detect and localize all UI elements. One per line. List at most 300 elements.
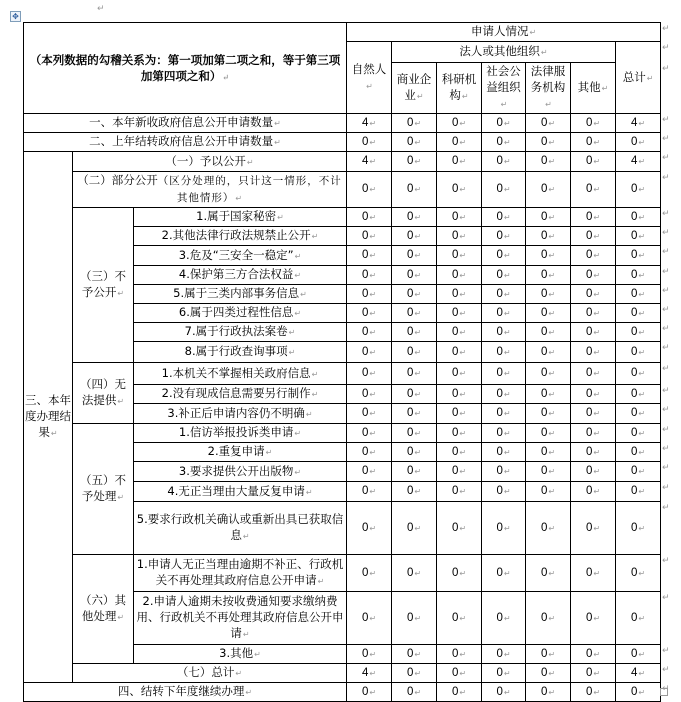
paragraph-mark-icon: ↵ bbox=[548, 568, 556, 578]
paragraph-mark-icon: ↵ bbox=[593, 231, 601, 241]
value-cell[interactable]: 0↵ bbox=[347, 227, 392, 246]
row-label: 3.补正后申请内容仍不明确↵ bbox=[134, 404, 347, 424]
paragraph-mark-icon: ↵ bbox=[545, 100, 552, 109]
value-cell[interactable]: 0↵ bbox=[616, 285, 661, 304]
row-end-mark-icon: ↵ bbox=[662, 286, 670, 296]
paragraph-mark-icon: ↵ bbox=[369, 687, 377, 697]
paragraph-mark-icon: ↵ bbox=[638, 308, 646, 318]
row-label: 4.无正当理由大量反复申请↵ bbox=[134, 482, 347, 502]
value-cell[interactable]: 0↵ bbox=[392, 664, 437, 683]
value-cell[interactable]: 0↵ bbox=[347, 443, 392, 462]
value-cell[interactable]: 0↵ bbox=[437, 304, 482, 323]
value-cell[interactable]: 0↵ bbox=[437, 443, 482, 462]
row-label: （一）予以公开↵ bbox=[73, 152, 347, 172]
value-cell[interactable]: 0↵ bbox=[526, 385, 571, 404]
paragraph-mark-icon: ↵ bbox=[548, 369, 556, 378]
value-cell[interactable]: 0↵ bbox=[437, 683, 482, 702]
value-cell[interactable]: 0↵ bbox=[482, 172, 526, 208]
paragraph-mark-icon: ↵ bbox=[548, 613, 556, 623]
row-end-mark-icon: ↵ bbox=[662, 209, 670, 219]
value-cell[interactable]: 0↵ bbox=[392, 363, 437, 385]
paragraph-mark-icon: ↵ bbox=[503, 327, 511, 337]
value-cell[interactable]: 0↵ bbox=[616, 323, 661, 342]
row-label: 5.属于三类内部事务信息↵ bbox=[134, 285, 347, 304]
value-cell[interactable]: 0↵ bbox=[482, 462, 526, 482]
value-cell[interactable]: 0↵ bbox=[571, 208, 616, 227]
paragraph-mark-icon: ↵ bbox=[503, 137, 511, 147]
paragraph-mark-icon: ↵ bbox=[414, 118, 422, 128]
value-cell[interactable]: 0↵ bbox=[437, 208, 482, 227]
paragraph-mark-icon: ↵ bbox=[369, 649, 377, 659]
value-cell[interactable]: 0↵ bbox=[347, 266, 392, 285]
row-end-mark-icon: ↵ bbox=[662, 665, 670, 675]
paragraph-mark-icon: ↵ bbox=[593, 270, 601, 280]
value-cell[interactable]: 0↵ bbox=[437, 172, 482, 208]
paragraph-mark-icon: ↵ bbox=[548, 523, 556, 533]
paragraph-mark-icon: ↵ bbox=[593, 687, 601, 697]
value-cell[interactable]: 0↵ bbox=[392, 502, 437, 555]
value-cell[interactable]: 0↵ bbox=[437, 323, 482, 342]
value-cell[interactable]: 0↵ bbox=[571, 152, 616, 172]
value-cell[interactable]: 0↵ bbox=[571, 363, 616, 385]
org-type-header: 法律服务机构↵ bbox=[526, 63, 571, 114]
row-end-mark-icon: ↵ bbox=[662, 463, 670, 473]
paragraph-mark-icon: ↵ bbox=[459, 212, 467, 222]
paragraph-mark-icon: ↵ bbox=[503, 369, 511, 378]
value-cell[interactable]: 0↵ bbox=[526, 555, 571, 592]
value-cell[interactable]: 0↵ bbox=[571, 664, 616, 683]
value-cell[interactable]: 0↵ bbox=[571, 502, 616, 555]
paragraph-mark-icon: ↵ bbox=[288, 348, 296, 357]
value-cell[interactable]: 0↵ bbox=[616, 645, 661, 664]
value-cell[interactable]: 0↵ bbox=[482, 266, 526, 285]
value-cell[interactable]: 0↵ bbox=[347, 482, 392, 502]
paragraph-mark-icon: ↵ bbox=[593, 118, 601, 128]
value-cell[interactable]: 0↵ bbox=[526, 323, 571, 342]
paragraph-mark-icon: ↵ bbox=[369, 409, 377, 418]
paragraph-mark-icon: ↵ bbox=[414, 389, 422, 399]
value-cell[interactable]: 0↵ bbox=[392, 683, 437, 702]
paragraph-mark-icon: ↵ bbox=[311, 369, 319, 379]
value-cell[interactable]: 0↵ bbox=[482, 555, 526, 592]
value-cell[interactable]: 0↵ bbox=[616, 555, 661, 592]
paragraph-mark-icon: ↵ bbox=[369, 389, 377, 399]
group-label-s5: （五）不予处理↵ bbox=[73, 424, 134, 555]
paragraph-mark-icon: ↵ bbox=[638, 118, 646, 128]
value-cell[interactable]: 0↵ bbox=[526, 462, 571, 482]
value-cell[interactable]: 0↵ bbox=[437, 385, 482, 404]
paragraph-mark-icon: ↵ bbox=[369, 118, 377, 128]
row-label: 一、本年新收政府信息公开申请数量↵ bbox=[24, 114, 347, 133]
value-cell[interactable]: 0↵ bbox=[437, 114, 482, 133]
value-cell[interactable]: 0↵ bbox=[482, 114, 526, 133]
value-cell[interactable]: 0↵ bbox=[392, 385, 437, 404]
value-cell[interactable]: 0↵ bbox=[616, 266, 661, 285]
row-label: 2.其他法律行政法规禁止公开↵ bbox=[134, 227, 347, 246]
value-cell[interactable]: 0↵ bbox=[347, 404, 392, 424]
value-cell[interactable]: 0↵ bbox=[347, 208, 392, 227]
row-label: 二、上年结转政府信息公开申请数量↵ bbox=[24, 133, 347, 152]
value-cell[interactable]: 0↵ bbox=[571, 443, 616, 462]
value-cell[interactable]: 0↵ bbox=[482, 133, 526, 152]
value-cell[interactable]: 0↵ bbox=[571, 266, 616, 285]
value-cell[interactable]: 0↵ bbox=[482, 424, 526, 443]
value-cell[interactable]: 0↵ bbox=[571, 592, 616, 645]
value-cell[interactable]: 0↵ bbox=[482, 664, 526, 683]
section-3-label: 三、本年度办理结果↵ bbox=[24, 152, 73, 683]
paragraph-mark-icon: ↵ bbox=[548, 270, 556, 280]
paragraph-mark-icon: ↵ bbox=[369, 212, 377, 222]
value-cell[interactable]: 0↵ bbox=[392, 246, 437, 266]
row-end-mark-icon: ↵ bbox=[662, 425, 670, 435]
paragraph-mark-icon: ↵ bbox=[503, 347, 511, 357]
value-cell[interactable]: 0↵ bbox=[437, 592, 482, 645]
value-cell[interactable]: 0↵ bbox=[482, 363, 526, 385]
value-cell[interactable]: 0↵ bbox=[347, 683, 392, 702]
value-cell[interactable]: 0↵ bbox=[347, 363, 392, 385]
value-cell[interactable]: 4↵ bbox=[616, 664, 661, 683]
paragraph-mark-icon: ↵ bbox=[503, 270, 511, 280]
paragraph-mark-icon: ↵ bbox=[593, 613, 601, 623]
paragraph-mark-icon: ↵ bbox=[593, 308, 601, 318]
value-cell[interactable]: 0↵ bbox=[616, 208, 661, 227]
value-cell[interactable]: 0↵ bbox=[616, 502, 661, 555]
value-cell[interactable]: 0↵ bbox=[571, 246, 616, 266]
row-label: 2.没有现成信息需要另行制作↵ bbox=[134, 385, 347, 404]
value-cell[interactable]: 0↵ bbox=[347, 342, 392, 363]
row-label: 7.属于行政执法案卷↵ bbox=[134, 323, 347, 342]
value-cell[interactable]: 0↵ bbox=[437, 342, 482, 363]
value-cell[interactable]: 0↵ bbox=[392, 285, 437, 304]
value-cell[interactable]: 0↵ bbox=[392, 114, 437, 133]
value-cell[interactable]: 0↵ bbox=[616, 443, 661, 462]
value-cell[interactable]: 0↵ bbox=[616, 482, 661, 502]
paragraph-mark-icon: ↵ bbox=[459, 270, 467, 280]
row-end-mark-icon: ↵ bbox=[662, 228, 670, 238]
value-cell[interactable]: 0↵ bbox=[616, 404, 661, 424]
government-info-disclosure-table bbox=[23, 22, 661, 702]
value-cell[interactable]: 0↵ bbox=[437, 424, 482, 443]
value-cell[interactable]: 0↵ bbox=[526, 363, 571, 385]
value-cell[interactable]: 0↵ bbox=[437, 133, 482, 152]
paragraph-mark-icon: ↵ bbox=[593, 487, 601, 496]
paragraph-mark-icon: ↵ bbox=[638, 231, 646, 241]
paragraph-mark-icon: ↵ bbox=[593, 409, 601, 418]
table-row bbox=[24, 555, 661, 592]
row-end-mark-icon: ↵ bbox=[662, 343, 670, 353]
value-cell[interactable]: 0↵ bbox=[347, 645, 392, 664]
paragraph-mark-icon: ↵ bbox=[503, 118, 511, 128]
value-cell[interactable]: 0↵ bbox=[482, 246, 526, 266]
value-cell[interactable]: 0↵ bbox=[392, 208, 437, 227]
value-cell[interactable]: 0↵ bbox=[482, 404, 526, 424]
paragraph-mark-icon: ↵ bbox=[601, 84, 609, 93]
value-cell[interactable]: 0↵ bbox=[526, 246, 571, 266]
value-cell[interactable]: 0↵ bbox=[571, 133, 616, 152]
value-cell[interactable]: 0↵ bbox=[571, 482, 616, 502]
value-cell[interactable]: 0↵ bbox=[526, 304, 571, 323]
value-cell[interactable]: 0↵ bbox=[526, 208, 571, 227]
paragraph-mark-icon: ↵ bbox=[459, 389, 467, 399]
paragraph-mark-icon: ↵ bbox=[294, 467, 302, 477]
paragraph-mark-icon: ↵ bbox=[548, 668, 556, 678]
value-cell[interactable]: 0↵ bbox=[616, 133, 661, 152]
value-cell[interactable]: 0↵ bbox=[526, 645, 571, 664]
value-cell[interactable]: 0↵ bbox=[437, 246, 482, 266]
value-cell[interactable]: 0↵ bbox=[482, 342, 526, 363]
value-cell[interactable]: 0↵ bbox=[392, 482, 437, 502]
value-cell[interactable]: 0↵ bbox=[526, 152, 571, 172]
header-row-1 bbox=[24, 23, 661, 42]
value-cell[interactable]: 0↵ bbox=[616, 683, 661, 702]
paragraph-mark-icon: ↵ bbox=[414, 185, 422, 194]
value-cell[interactable]: 0↵ bbox=[392, 443, 437, 462]
value-cell[interactable]: 0↵ bbox=[526, 114, 571, 133]
value-cell[interactable]: 0↵ bbox=[347, 555, 392, 592]
paragraph-mark-icon: ↵ bbox=[459, 118, 467, 128]
natural-person-header: 自然人↵ bbox=[347, 42, 392, 114]
value-cell[interactable]: 0↵ bbox=[437, 404, 482, 424]
org-type-header: 商业企业↵ bbox=[392, 63, 437, 114]
value-cell[interactable]: 0↵ bbox=[482, 227, 526, 246]
value-cell[interactable]: 0↵ bbox=[616, 462, 661, 482]
value-cell[interactable]: 4↵ bbox=[347, 664, 392, 683]
row-end-mark-icon: ↵ bbox=[662, 593, 670, 603]
row-end-mark-icon: ↵ bbox=[662, 115, 670, 125]
paragraph-mark-icon: ↵ bbox=[274, 119, 281, 128]
value-cell[interactable]: 0↵ bbox=[482, 304, 526, 323]
value-cell[interactable]: 0↵ bbox=[437, 555, 482, 592]
value-cell[interactable]: 0↵ bbox=[526, 404, 571, 424]
paragraph-mark-icon: ↵ bbox=[459, 157, 467, 166]
partial-public-label: （二）部分公开 bbox=[77, 173, 158, 187]
paragraph-mark-icon: ↵ bbox=[638, 428, 646, 438]
value-cell[interactable]: 0↵ bbox=[526, 482, 571, 502]
paragraph-mark-icon: ↵ bbox=[548, 428, 556, 438]
value-cell[interactable]: 0↵ bbox=[392, 555, 437, 592]
value-cell[interactable]: 0↵ bbox=[392, 152, 437, 172]
paragraph-mark-icon: ↵ bbox=[548, 347, 556, 357]
paragraph-mark-icon: ↵ bbox=[246, 157, 254, 167]
row-end-mark-icon: ↵ bbox=[662, 503, 670, 513]
paragraph-mark-icon: ↵ bbox=[503, 185, 511, 194]
value-cell[interactable]: 0↵ bbox=[437, 266, 482, 285]
paragraph-mark-icon: ↵ bbox=[459, 409, 467, 418]
paragraph-mark-icon: ↵ bbox=[414, 687, 422, 697]
value-cell[interactable]: 0↵ bbox=[616, 227, 661, 246]
value-cell[interactable]: 0↵ bbox=[526, 285, 571, 304]
value-cell[interactable]: 0↵ bbox=[482, 482, 526, 502]
value-cell[interactable]: 0↵ bbox=[482, 152, 526, 172]
value-cell[interactable]: 0↵ bbox=[526, 424, 571, 443]
value-cell[interactable]: 4↵ bbox=[347, 114, 392, 133]
value-cell[interactable]: 0↵ bbox=[526, 664, 571, 683]
value-cell[interactable]: 0↵ bbox=[392, 592, 437, 645]
value-cell[interactable]: 0↵ bbox=[482, 323, 526, 342]
paragraph-mark-icon: ↵ bbox=[503, 251, 511, 260]
value-cell[interactable]: 0↵ bbox=[616, 172, 661, 208]
paragraph-mark-icon: ↵ bbox=[638, 487, 646, 496]
value-cell[interactable]: 0↵ bbox=[347, 285, 392, 304]
paragraph-mark-icon: ↵ bbox=[459, 231, 467, 241]
value-cell[interactable]: 0↵ bbox=[347, 385, 392, 404]
paragraph-mark-icon: ↵ bbox=[638, 369, 646, 378]
value-cell[interactable]: 0↵ bbox=[437, 664, 482, 683]
value-cell[interactable]: 0↵ bbox=[347, 424, 392, 443]
value-cell[interactable]: 0↵ bbox=[482, 208, 526, 227]
value-cell[interactable]: 0↵ bbox=[392, 133, 437, 152]
paragraph-mark-icon: ↵ bbox=[548, 251, 556, 260]
paragraph-mark-icon: ↵ bbox=[414, 487, 422, 496]
value-cell[interactable]: 0↵ bbox=[616, 246, 661, 266]
value-cell[interactable]: 0↵ bbox=[392, 424, 437, 443]
value-cell[interactable]: 0↵ bbox=[437, 285, 482, 304]
row-end-mark-icon: ↵ bbox=[662, 247, 670, 257]
value-cell[interactable]: 0↵ bbox=[571, 227, 616, 246]
value-cell[interactable]: 0↵ bbox=[482, 385, 526, 404]
paragraph-mark-icon: ↵ bbox=[117, 397, 125, 406]
value-cell[interactable]: 0↵ bbox=[571, 304, 616, 323]
row-end-mark-icon: ↵ bbox=[662, 173, 670, 183]
value-cell[interactable]: 4↵ bbox=[616, 114, 661, 133]
value-cell[interactable]: 0↵ bbox=[347, 304, 392, 323]
paragraph-mark-icon: ↵ bbox=[459, 467, 467, 476]
value-cell[interactable]: 0↵ bbox=[437, 645, 482, 664]
value-cell[interactable]: 0↵ bbox=[616, 304, 661, 323]
paragraph-mark-icon: ↵ bbox=[459, 447, 467, 457]
value-cell[interactable]: 0↵ bbox=[526, 683, 571, 702]
paragraph-mark-icon: ↵ bbox=[638, 523, 646, 533]
value-cell[interactable]: 0↵ bbox=[347, 172, 392, 208]
paragraph-mark-icon: ↵ bbox=[369, 289, 377, 299]
row-label-partial-public bbox=[73, 172, 347, 208]
value-cell[interactable]: 0↵ bbox=[437, 502, 482, 555]
value-cell[interactable]: 0↵ bbox=[526, 443, 571, 462]
value-cell[interactable]: 0↵ bbox=[571, 172, 616, 208]
applicant-situation-header: 申请人情况↵ bbox=[347, 23, 661, 42]
value-cell[interactable]: 0↵ bbox=[482, 443, 526, 462]
value-cell[interactable]: 0↵ bbox=[526, 502, 571, 555]
value-cell[interactable]: 0↵ bbox=[526, 592, 571, 645]
value-cell[interactable]: 0↵ bbox=[616, 342, 661, 363]
value-cell[interactable]: 0↵ bbox=[482, 285, 526, 304]
row-label: 3.要求提供公开出版物↵ bbox=[134, 462, 347, 482]
value-cell[interactable]: 0↵ bbox=[482, 592, 526, 645]
value-cell[interactable]: 0↵ bbox=[571, 114, 616, 133]
value-cell[interactable]: 0↵ bbox=[482, 645, 526, 664]
value-cell[interactable]: 0↵ bbox=[571, 555, 616, 592]
value-cell[interactable]: 4↵ bbox=[347, 152, 392, 172]
paragraph-mark-icon: ↵ bbox=[503, 212, 511, 222]
value-cell[interactable]: 0↵ bbox=[392, 645, 437, 664]
value-cell[interactable]: 0↵ bbox=[571, 683, 616, 702]
value-cell[interactable]: 0↵ bbox=[392, 342, 437, 363]
paragraph-mark-icon: ↵ bbox=[459, 523, 467, 533]
table-resize-handle-icon[interactable] bbox=[660, 688, 668, 696]
value-cell[interactable]: 0↵ bbox=[347, 133, 392, 152]
value-cell[interactable]: 0↵ bbox=[347, 246, 392, 266]
row-end-mark-icon: ↵ bbox=[662, 24, 670, 34]
value-cell[interactable]: 0↵ bbox=[392, 404, 437, 424]
paragraph-mark-icon: ↵ bbox=[294, 309, 302, 318]
value-cell[interactable]: 0↵ bbox=[526, 227, 571, 246]
paragraph-mark-icon: ↵ bbox=[593, 347, 601, 357]
paragraph-mark-icon: ↵ bbox=[548, 308, 556, 318]
paragraph-mark-icon: ↵ bbox=[369, 347, 377, 357]
paragraph-mark-icon: ↵ bbox=[288, 328, 296, 337]
value-cell[interactable]: 0↵ bbox=[616, 363, 661, 385]
value-cell[interactable]: 0↵ bbox=[347, 502, 392, 555]
value-cell[interactable]: 0↵ bbox=[437, 482, 482, 502]
value-cell[interactable]: 0↵ bbox=[616, 385, 661, 404]
value-cell[interactable]: 0↵ bbox=[347, 323, 392, 342]
value-cell[interactable]: 0↵ bbox=[392, 227, 437, 246]
value-cell[interactable]: 0↵ bbox=[392, 304, 437, 323]
value-cell[interactable]: 0↵ bbox=[392, 462, 437, 482]
value-cell[interactable]: 0↵ bbox=[392, 172, 437, 208]
paragraph-mark-icon: ↵ bbox=[503, 157, 511, 166]
table-move-handle-icon[interactable]: ✥ bbox=[10, 11, 21, 22]
value-cell[interactable]: 0↵ bbox=[616, 424, 661, 443]
row-end-mark-icon: ↵ bbox=[662, 134, 670, 144]
paragraph-mark-icon: ↵ bbox=[638, 185, 646, 194]
value-cell[interactable]: 0↵ bbox=[526, 172, 571, 208]
value-cell[interactable]: 0↵ bbox=[571, 462, 616, 482]
value-cell[interactable]: 0↵ bbox=[347, 462, 392, 482]
paragraph-mark-icon: ↵ bbox=[369, 308, 377, 318]
paragraph-mark-icon: ↵ bbox=[414, 231, 422, 241]
paragraph-mark-icon: ↵ bbox=[277, 213, 284, 222]
paragraph-mark-icon: ↵ bbox=[503, 668, 511, 678]
value-cell[interactable]: 0↵ bbox=[526, 266, 571, 285]
paragraph-mark-icon: ↵ bbox=[459, 289, 467, 299]
value-cell[interactable]: 0↵ bbox=[392, 266, 437, 285]
paragraph-mark-icon: ↵ bbox=[414, 212, 422, 222]
value-cell[interactable]: 0↵ bbox=[571, 385, 616, 404]
value-cell[interactable]: 0↵ bbox=[392, 323, 437, 342]
paragraph-mark-icon: ↵ bbox=[235, 669, 243, 678]
paragraph-mark-icon: ↵ bbox=[500, 100, 508, 109]
value-cell[interactable]: 0↵ bbox=[571, 323, 616, 342]
paragraph-mark-icon: ↵ bbox=[294, 271, 302, 280]
value-cell[interactable]: 0↵ bbox=[482, 502, 526, 555]
value-cell[interactable]: 4↵ bbox=[616, 152, 661, 172]
value-cell[interactable]: 0↵ bbox=[437, 462, 482, 482]
paragraph-mark-icon: ↵ bbox=[503, 467, 511, 476]
paragraph-mark-icon: ↵ bbox=[294, 429, 302, 438]
paragraph-mark-icon: ↵ bbox=[235, 194, 243, 203]
value-cell[interactable]: 0↵ bbox=[571, 285, 616, 304]
value-cell[interactable]: 0↵ bbox=[616, 592, 661, 645]
paragraph-mark-icon: ↵ bbox=[638, 327, 646, 337]
value-cell[interactable]: 0↵ bbox=[526, 342, 571, 363]
value-cell[interactable]: 0↵ bbox=[437, 363, 482, 385]
paragraph-mark-icon: ↵ bbox=[593, 289, 601, 299]
paragraph-mark-icon: ↵ bbox=[638, 347, 646, 357]
value-cell[interactable]: 0↵ bbox=[347, 592, 392, 645]
value-cell[interactable]: 0↵ bbox=[571, 342, 616, 363]
value-cell[interactable]: 0↵ bbox=[571, 424, 616, 443]
paragraph-mark-icon: ↵ bbox=[638, 668, 646, 678]
value-cell[interactable]: 0↵ bbox=[437, 152, 482, 172]
value-cell[interactable]: 0↵ bbox=[571, 404, 616, 424]
value-cell[interactable]: 0↵ bbox=[526, 133, 571, 152]
paragraph-mark-icon: ↵ bbox=[638, 289, 646, 299]
value-cell[interactable]: 0↵ bbox=[437, 227, 482, 246]
value-cell[interactable]: 0↵ bbox=[482, 683, 526, 702]
paragraph-mark-icon: ↵ bbox=[369, 487, 377, 496]
value-cell[interactable]: 0↵ bbox=[571, 645, 616, 664]
